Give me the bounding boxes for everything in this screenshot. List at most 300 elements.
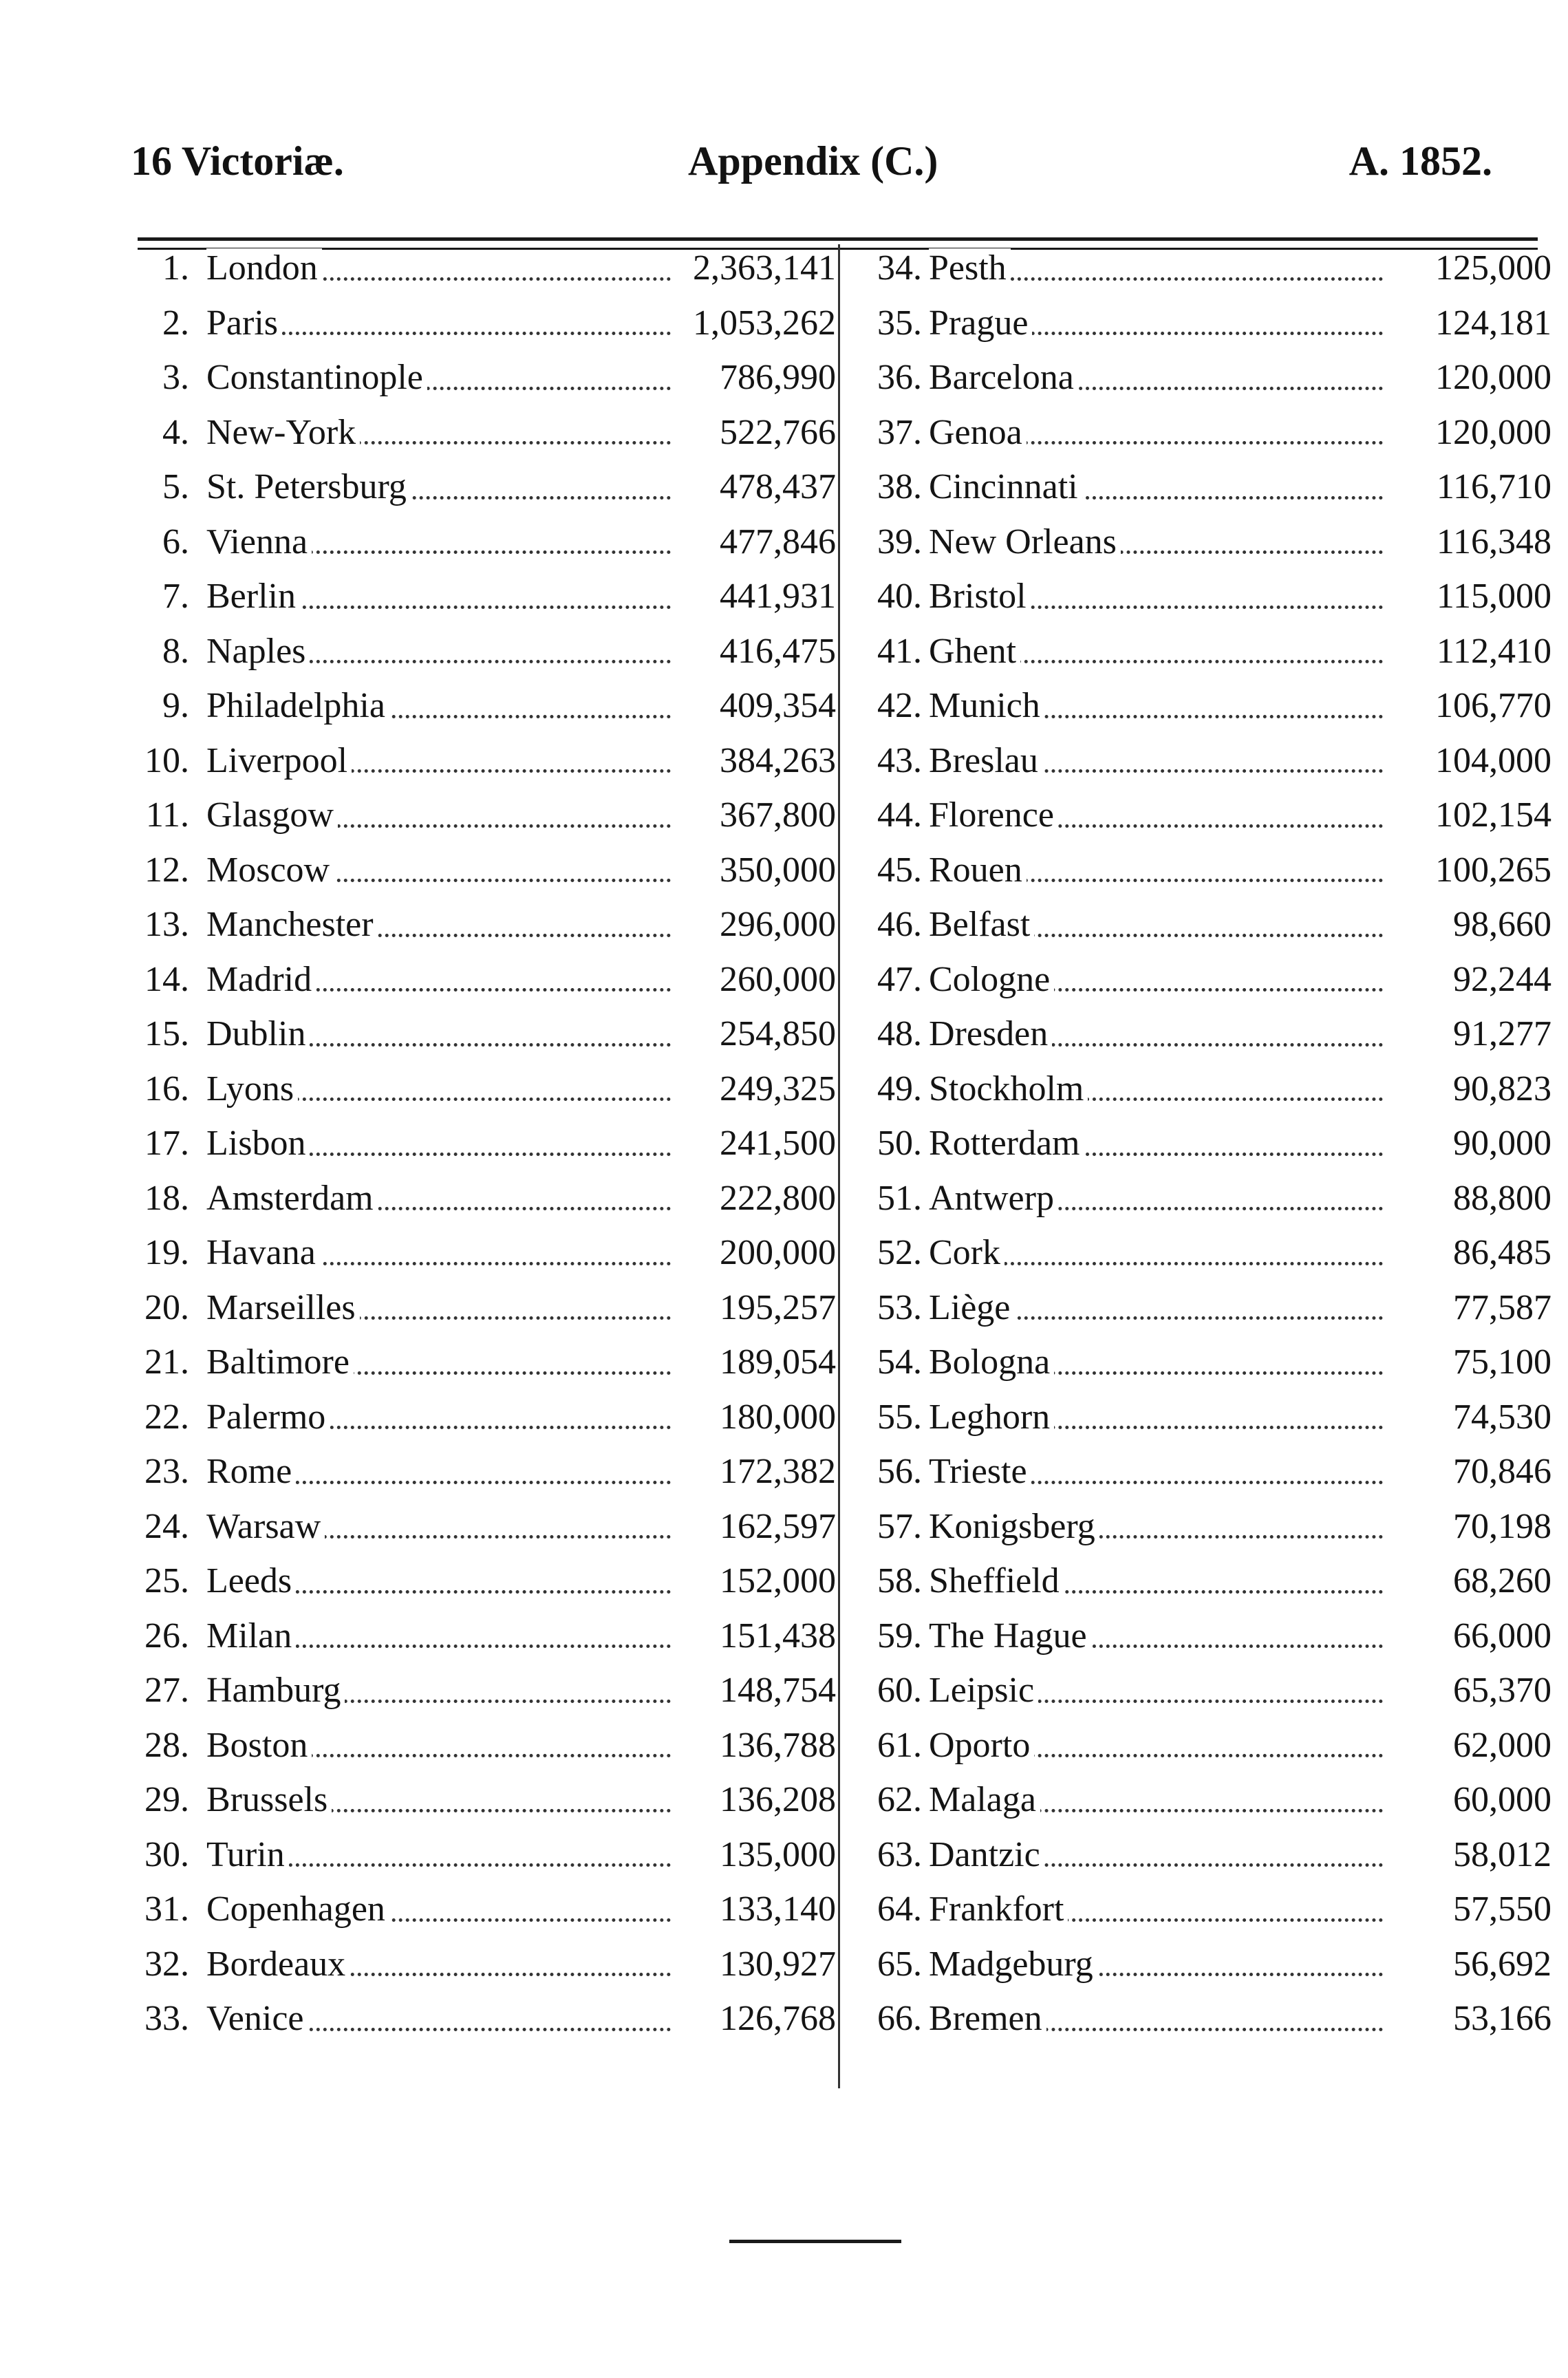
- city-population: 172,382: [720, 1452, 836, 1491]
- city-name: Rouen: [929, 850, 1027, 890]
- city-name: Oporto: [929, 1726, 1034, 1765]
- city-name: Dantzic: [929, 1835, 1044, 1874]
- city-list-left: [120, 241, 836, 2046]
- city-name-cell: [929, 1828, 1383, 1883]
- city-row: [120, 1444, 836, 1499]
- city-name-cell: [929, 1335, 1383, 1390]
- city-name-cell: [206, 624, 671, 679]
- city-name-cell: [929, 1609, 1383, 1664]
- city-name: Malaga: [929, 1780, 1040, 1819]
- city-row: [846, 1444, 1551, 1499]
- city-population: 409,354: [720, 686, 836, 725]
- city-name-cell: [929, 1991, 1383, 2046]
- city-name-cell: [206, 1991, 671, 2046]
- city-name-cell: [929, 1663, 1383, 1718]
- city-rank: 21.: [144, 1342, 189, 1382]
- city-row: [846, 678, 1551, 733]
- city-row: [120, 350, 836, 405]
- city-rank: 36.: [877, 358, 922, 397]
- city-population: 91,277: [1453, 1014, 1551, 1053]
- running-header: [131, 138, 1527, 206]
- header-session: 16 Victoriæ.: [131, 138, 344, 184]
- city-rank: 37.: [877, 412, 922, 452]
- city-name: Pesth: [929, 248, 1011, 288]
- city-name: Prague: [929, 303, 1032, 343]
- city-name: Constantinople: [206, 358, 427, 397]
- city-row: [120, 1116, 836, 1171]
- city-population: 477,846: [720, 522, 836, 561]
- city-name-cell: [929, 1882, 1383, 1937]
- city-name: Bristol: [929, 577, 1031, 616]
- city-row: [120, 624, 836, 679]
- city-row: [846, 1718, 1551, 1773]
- city-population: 60,000: [1453, 1780, 1551, 1819]
- city-population: 104,000: [1435, 740, 1551, 780]
- city-name-cell: [929, 1116, 1383, 1171]
- city-name-cell: [929, 460, 1383, 515]
- city-row: [846, 1116, 1551, 1171]
- city-row: [120, 1335, 836, 1390]
- city-rank: 60.: [877, 1671, 922, 1710]
- city-name-cell: [929, 405, 1383, 460]
- city-name: Sheffield: [929, 1561, 1064, 1600]
- city-name: Lyons: [206, 1069, 298, 1108]
- city-name-cell: [929, 1225, 1383, 1281]
- city-name: Belfast: [929, 905, 1034, 944]
- city-population: 120,000: [1435, 412, 1551, 452]
- city-population: 56,692: [1453, 1944, 1551, 1984]
- city-name: Hamburg: [206, 1671, 345, 1710]
- city-row: [120, 296, 836, 351]
- city-name-cell: [929, 1499, 1383, 1554]
- city-population: 120,000: [1435, 358, 1551, 397]
- city-rank: 1.: [162, 248, 189, 288]
- city-population: 57,550: [1453, 1889, 1551, 1929]
- city-population: 90,823: [1453, 1069, 1551, 1108]
- city-population: 786,990: [720, 358, 836, 397]
- city-rank: 42.: [877, 686, 922, 725]
- city-name-cell: [929, 569, 1383, 624]
- city-population: 136,788: [720, 1725, 836, 1765]
- city-rank: 63.: [877, 1834, 922, 1874]
- city-rank: 17.: [144, 1124, 189, 1163]
- city-population: 62,000: [1453, 1725, 1551, 1765]
- city-row: [846, 952, 1551, 1007]
- city-rank: 32.: [144, 1944, 189, 1984]
- city-name-cell: [929, 1171, 1383, 1226]
- city-rank: 30.: [144, 1834, 189, 1874]
- city-name: Boston: [206, 1726, 312, 1765]
- city-row: [846, 843, 1551, 898]
- city-name-cell: [206, 1335, 671, 1390]
- city-name: Genoa: [929, 413, 1027, 452]
- city-name-cell: [929, 952, 1383, 1007]
- city-rank: 44.: [877, 795, 922, 835]
- city-population: 90,000: [1453, 1124, 1551, 1163]
- city-rank: 3.: [162, 358, 189, 397]
- city-name-cell: [206, 296, 671, 351]
- city-row: [120, 460, 836, 515]
- city-population: 222,800: [720, 1178, 836, 1218]
- city-row: [120, 1663, 836, 1718]
- city-rank: 64.: [877, 1889, 922, 1929]
- city-name-cell: [206, 1937, 671, 1992]
- city-rank: 43.: [877, 740, 922, 780]
- city-name: Florence: [929, 795, 1058, 835]
- city-name: Naples: [206, 632, 310, 671]
- city-name: Turin: [206, 1835, 289, 1874]
- city-population: 416,475: [720, 631, 836, 671]
- city-rank: 53.: [877, 1287, 922, 1327]
- city-row: [120, 1772, 836, 1828]
- city-row: [120, 1390, 836, 1445]
- city-population: 70,846: [1453, 1452, 1551, 1491]
- city-rank: 11.: [145, 795, 189, 835]
- city-row: [120, 1882, 836, 1937]
- header-year: A. 1852.: [1349, 138, 1492, 184]
- city-name: Cologne: [929, 960, 1054, 999]
- city-name-cell: [929, 350, 1383, 405]
- city-row: [846, 1007, 1551, 1062]
- city-row: [120, 1718, 836, 1773]
- city-name-cell: [206, 1171, 671, 1226]
- city-name: Dresden: [929, 1014, 1052, 1053]
- city-name-cell: [206, 405, 671, 460]
- city-name-cell: [206, 1554, 671, 1609]
- city-rank: 13.: [144, 905, 189, 944]
- city-rank: 31.: [144, 1889, 189, 1929]
- city-rank: 35.: [877, 303, 922, 343]
- city-name-cell: [929, 1007, 1383, 1062]
- city-name-cell: [929, 678, 1383, 733]
- city-population: 296,000: [720, 905, 836, 944]
- city-row: [846, 1281, 1551, 1336]
- city-population: 116,710: [1436, 467, 1551, 506]
- city-name: Cincinnati: [929, 467, 1082, 506]
- city-row: [846, 1062, 1551, 1117]
- city-population: 65,370: [1453, 1671, 1551, 1710]
- city-name-cell: [206, 678, 671, 733]
- city-rank: 48.: [877, 1014, 922, 1053]
- footer-rule: [729, 2240, 901, 2243]
- city-rank: 51.: [877, 1178, 922, 1218]
- city-name: Marseilles: [206, 1288, 360, 1327]
- city-row: [846, 515, 1551, 570]
- city-row: [846, 788, 1551, 843]
- city-rank: 56.: [877, 1452, 922, 1491]
- city-population: 98,660: [1453, 905, 1551, 944]
- city-population: 125,000: [1435, 248, 1551, 288]
- city-name: Bologna: [929, 1342, 1054, 1382]
- city-row: [120, 515, 836, 570]
- city-name-cell: [206, 1772, 671, 1828]
- city-rank: 59.: [877, 1616, 922, 1656]
- city-rank: 6.: [162, 522, 189, 561]
- city-population: 70,198: [1453, 1506, 1551, 1546]
- city-rank: 5.: [162, 467, 189, 506]
- city-population: 68,260: [1453, 1561, 1551, 1600]
- city-rank: 2.: [162, 303, 189, 343]
- city-name: Dublin: [206, 1014, 310, 1053]
- city-name: Konigsberg: [929, 1507, 1099, 1546]
- city-row: [120, 1937, 836, 1992]
- city-name-cell: [206, 1281, 671, 1336]
- city-name: New-York: [206, 413, 360, 452]
- city-name: London: [206, 248, 322, 288]
- city-row: [846, 624, 1551, 679]
- city-name: Leeds: [206, 1561, 296, 1600]
- city-rank: 55.: [877, 1397, 922, 1437]
- city-name: Brussels: [206, 1780, 332, 1819]
- city-rank: 45.: [877, 850, 922, 890]
- city-population: 189,054: [720, 1342, 836, 1382]
- city-population: 2,363,141: [693, 248, 836, 288]
- city-row: [120, 1281, 836, 1336]
- city-name: Madrid: [206, 960, 316, 999]
- city-row: [120, 678, 836, 733]
- city-name-cell: [929, 788, 1383, 843]
- city-rank: 46.: [877, 905, 922, 944]
- city-rank: 65.: [877, 1944, 922, 1984]
- city-rank: 29.: [144, 1780, 189, 1819]
- city-rank: 50.: [877, 1124, 922, 1163]
- city-population: 200,000: [720, 1233, 836, 1272]
- city-row: [846, 897, 1551, 952]
- city-name-cell: [929, 624, 1383, 679]
- city-name: Bordeaux: [206, 1945, 350, 1984]
- city-row: [846, 296, 1551, 351]
- city-row: [120, 1828, 836, 1883]
- city-name-cell: [929, 897, 1383, 952]
- city-rank: 7.: [162, 577, 189, 616]
- city-name: Madgeburg: [929, 1945, 1097, 1984]
- city-row: [120, 1991, 836, 2046]
- city-population: 126,768: [720, 1999, 836, 2038]
- city-name-cell: [206, 460, 671, 515]
- city-rank: 16.: [144, 1069, 189, 1108]
- city-row: [846, 1499, 1551, 1554]
- city-name-cell: [929, 1281, 1383, 1336]
- city-rank: 49.: [877, 1069, 922, 1108]
- city-rank: 57.: [877, 1506, 922, 1546]
- city-name: Copenhagen: [206, 1889, 389, 1929]
- city-population: 115,000: [1436, 577, 1551, 616]
- city-rank: 15.: [144, 1014, 189, 1053]
- city-rank: 54.: [877, 1342, 922, 1382]
- city-row: [846, 1882, 1551, 1937]
- city-name-cell: [206, 1116, 671, 1171]
- city-row: [120, 241, 836, 296]
- city-name: Amsterdam: [206, 1179, 378, 1218]
- city-population: 350,000: [720, 850, 836, 890]
- city-name-cell: [206, 733, 671, 789]
- city-name-cell: [929, 296, 1383, 351]
- city-row: [120, 952, 836, 1007]
- city-name: Palermo: [206, 1397, 330, 1437]
- city-name: Stockholm: [929, 1069, 1088, 1108]
- city-population: 384,263: [720, 740, 836, 780]
- city-name-cell: [929, 1937, 1383, 1992]
- city-name-cell: [206, 350, 671, 405]
- city-row: [120, 569, 836, 624]
- city-name-cell: [206, 1882, 671, 1937]
- city-population: 260,000: [720, 959, 836, 999]
- city-name-cell: [929, 1718, 1383, 1773]
- city-rank: 39.: [877, 522, 922, 561]
- city-rank: 28.: [144, 1725, 189, 1765]
- city-name-cell: [206, 1828, 671, 1883]
- city-rank: 25.: [144, 1561, 189, 1600]
- city-population: 254,850: [720, 1014, 836, 1053]
- city-name: St. Petersburg: [206, 467, 411, 506]
- city-name-cell: [929, 1772, 1383, 1828]
- city-name-cell: [929, 733, 1383, 789]
- city-population: 106,770: [1435, 686, 1551, 725]
- city-row: [846, 1609, 1551, 1664]
- city-population: 522,766: [720, 412, 836, 452]
- city-name-cell: [206, 515, 671, 570]
- city-row: [120, 1554, 836, 1609]
- city-name: Liège: [929, 1288, 1014, 1327]
- city-rank: 52.: [877, 1233, 922, 1272]
- city-name: Warsaw: [206, 1507, 325, 1546]
- city-name: Bremen: [929, 1999, 1046, 2038]
- city-rank: 38.: [877, 467, 922, 506]
- city-row: [120, 1609, 836, 1664]
- city-rank: 20.: [144, 1287, 189, 1327]
- city-population: 152,000: [720, 1561, 836, 1600]
- city-rank: 62.: [877, 1780, 922, 1819]
- city-population: 1,053,262: [693, 303, 836, 343]
- city-population: 180,000: [720, 1397, 836, 1437]
- city-population: 130,927: [720, 1944, 836, 1984]
- city-population: 162,597: [720, 1506, 836, 1546]
- city-population: 241,500: [720, 1124, 836, 1163]
- city-row: [846, 1171, 1551, 1226]
- city-population: 88,800: [1453, 1178, 1551, 1218]
- city-population: 58,012: [1453, 1834, 1551, 1874]
- city-rank: 18.: [144, 1178, 189, 1218]
- city-population: 77,587: [1453, 1287, 1551, 1327]
- city-name-cell: [206, 1609, 671, 1664]
- city-rank: 10.: [144, 740, 189, 780]
- city-population: 66,000: [1453, 1616, 1551, 1656]
- city-name: Moscow: [206, 850, 334, 890]
- city-population: 116,348: [1436, 522, 1551, 561]
- city-population: 148,754: [720, 1671, 836, 1710]
- city-name: Glasgow: [206, 795, 338, 835]
- city-population: 151,438: [720, 1616, 836, 1656]
- city-name: Munich: [929, 686, 1044, 725]
- city-list-right: [846, 241, 1551, 2046]
- city-row: [120, 1171, 836, 1226]
- city-population: 102,154: [1435, 795, 1551, 835]
- city-row: [120, 843, 836, 898]
- city-population: 441,931: [720, 577, 836, 616]
- city-rank: 47.: [877, 959, 922, 999]
- city-name: Paris: [206, 303, 282, 343]
- city-row: [846, 1390, 1551, 1445]
- city-name: Leipsic: [929, 1671, 1038, 1710]
- header-appendix: Appendix (C.): [688, 138, 938, 184]
- city-rank: 41.: [877, 631, 922, 671]
- city-row: [846, 1225, 1551, 1281]
- city-row: [120, 1499, 836, 1554]
- city-population: 53,166: [1453, 1999, 1551, 2038]
- city-row: [846, 241, 1551, 296]
- city-name-cell: [929, 241, 1383, 296]
- city-row: [846, 733, 1551, 789]
- city-row: [846, 460, 1551, 515]
- city-name-cell: [206, 788, 671, 843]
- city-name: Cork: [929, 1233, 1005, 1272]
- city-row: [846, 405, 1551, 460]
- city-row: [846, 1335, 1551, 1390]
- city-rank: 33.: [144, 1999, 189, 2038]
- city-name-cell: [929, 1062, 1383, 1117]
- city-name: Philadelphia: [206, 686, 389, 725]
- city-population: 135,000: [720, 1834, 836, 1874]
- city-name: Leghorn: [929, 1397, 1054, 1437]
- city-name-cell: [206, 1444, 671, 1499]
- city-name-cell: [206, 897, 671, 952]
- city-name: Berlin: [206, 577, 300, 616]
- city-name-cell: [929, 843, 1383, 898]
- city-rank: 61.: [877, 1725, 922, 1765]
- city-population: 195,257: [720, 1287, 836, 1327]
- city-population: 478,437: [720, 467, 836, 506]
- city-name: New Orleans: [929, 522, 1121, 561]
- city-name-cell: [206, 843, 671, 898]
- city-name: Vienna: [206, 522, 312, 561]
- city-rank: 24.: [144, 1506, 189, 1546]
- city-rank: 22.: [144, 1397, 189, 1437]
- city-rank: 4.: [162, 412, 189, 452]
- city-name: Lisbon: [206, 1124, 310, 1163]
- city-name-cell: [929, 1390, 1383, 1445]
- city-row: [120, 897, 836, 952]
- city-name-cell: [929, 515, 1383, 570]
- city-population: 112,410: [1436, 631, 1551, 671]
- city-name-cell: [206, 1062, 671, 1117]
- city-name: Milan: [206, 1616, 296, 1656]
- city-row: [846, 1828, 1551, 1883]
- city-row: [120, 788, 836, 843]
- city-name: Baltimore: [206, 1342, 354, 1382]
- city-rank: 34.: [877, 248, 922, 288]
- city-rank: 12.: [144, 850, 189, 890]
- city-name: Frankfort: [929, 1889, 1068, 1929]
- city-name: Ghent: [929, 632, 1020, 671]
- city-population: 367,800: [720, 795, 836, 835]
- city-name-cell: [206, 1663, 671, 1718]
- city-row: [120, 1062, 836, 1117]
- city-population: 136,208: [720, 1780, 836, 1819]
- city-rank: 14.: [144, 959, 189, 999]
- city-row: [846, 1937, 1551, 1992]
- city-name: Manchester: [206, 905, 378, 944]
- city-name-cell: [929, 1554, 1383, 1609]
- city-name-cell: [206, 1225, 671, 1281]
- city-name-cell: [206, 569, 671, 624]
- city-row: [120, 1225, 836, 1281]
- city-rank: 66.: [877, 1999, 922, 2038]
- city-name: The Hague: [929, 1616, 1091, 1656]
- city-row: [120, 733, 836, 789]
- city-name: Trieste: [929, 1452, 1031, 1491]
- city-rank: 9.: [162, 686, 189, 725]
- city-rank: 26.: [144, 1616, 189, 1656]
